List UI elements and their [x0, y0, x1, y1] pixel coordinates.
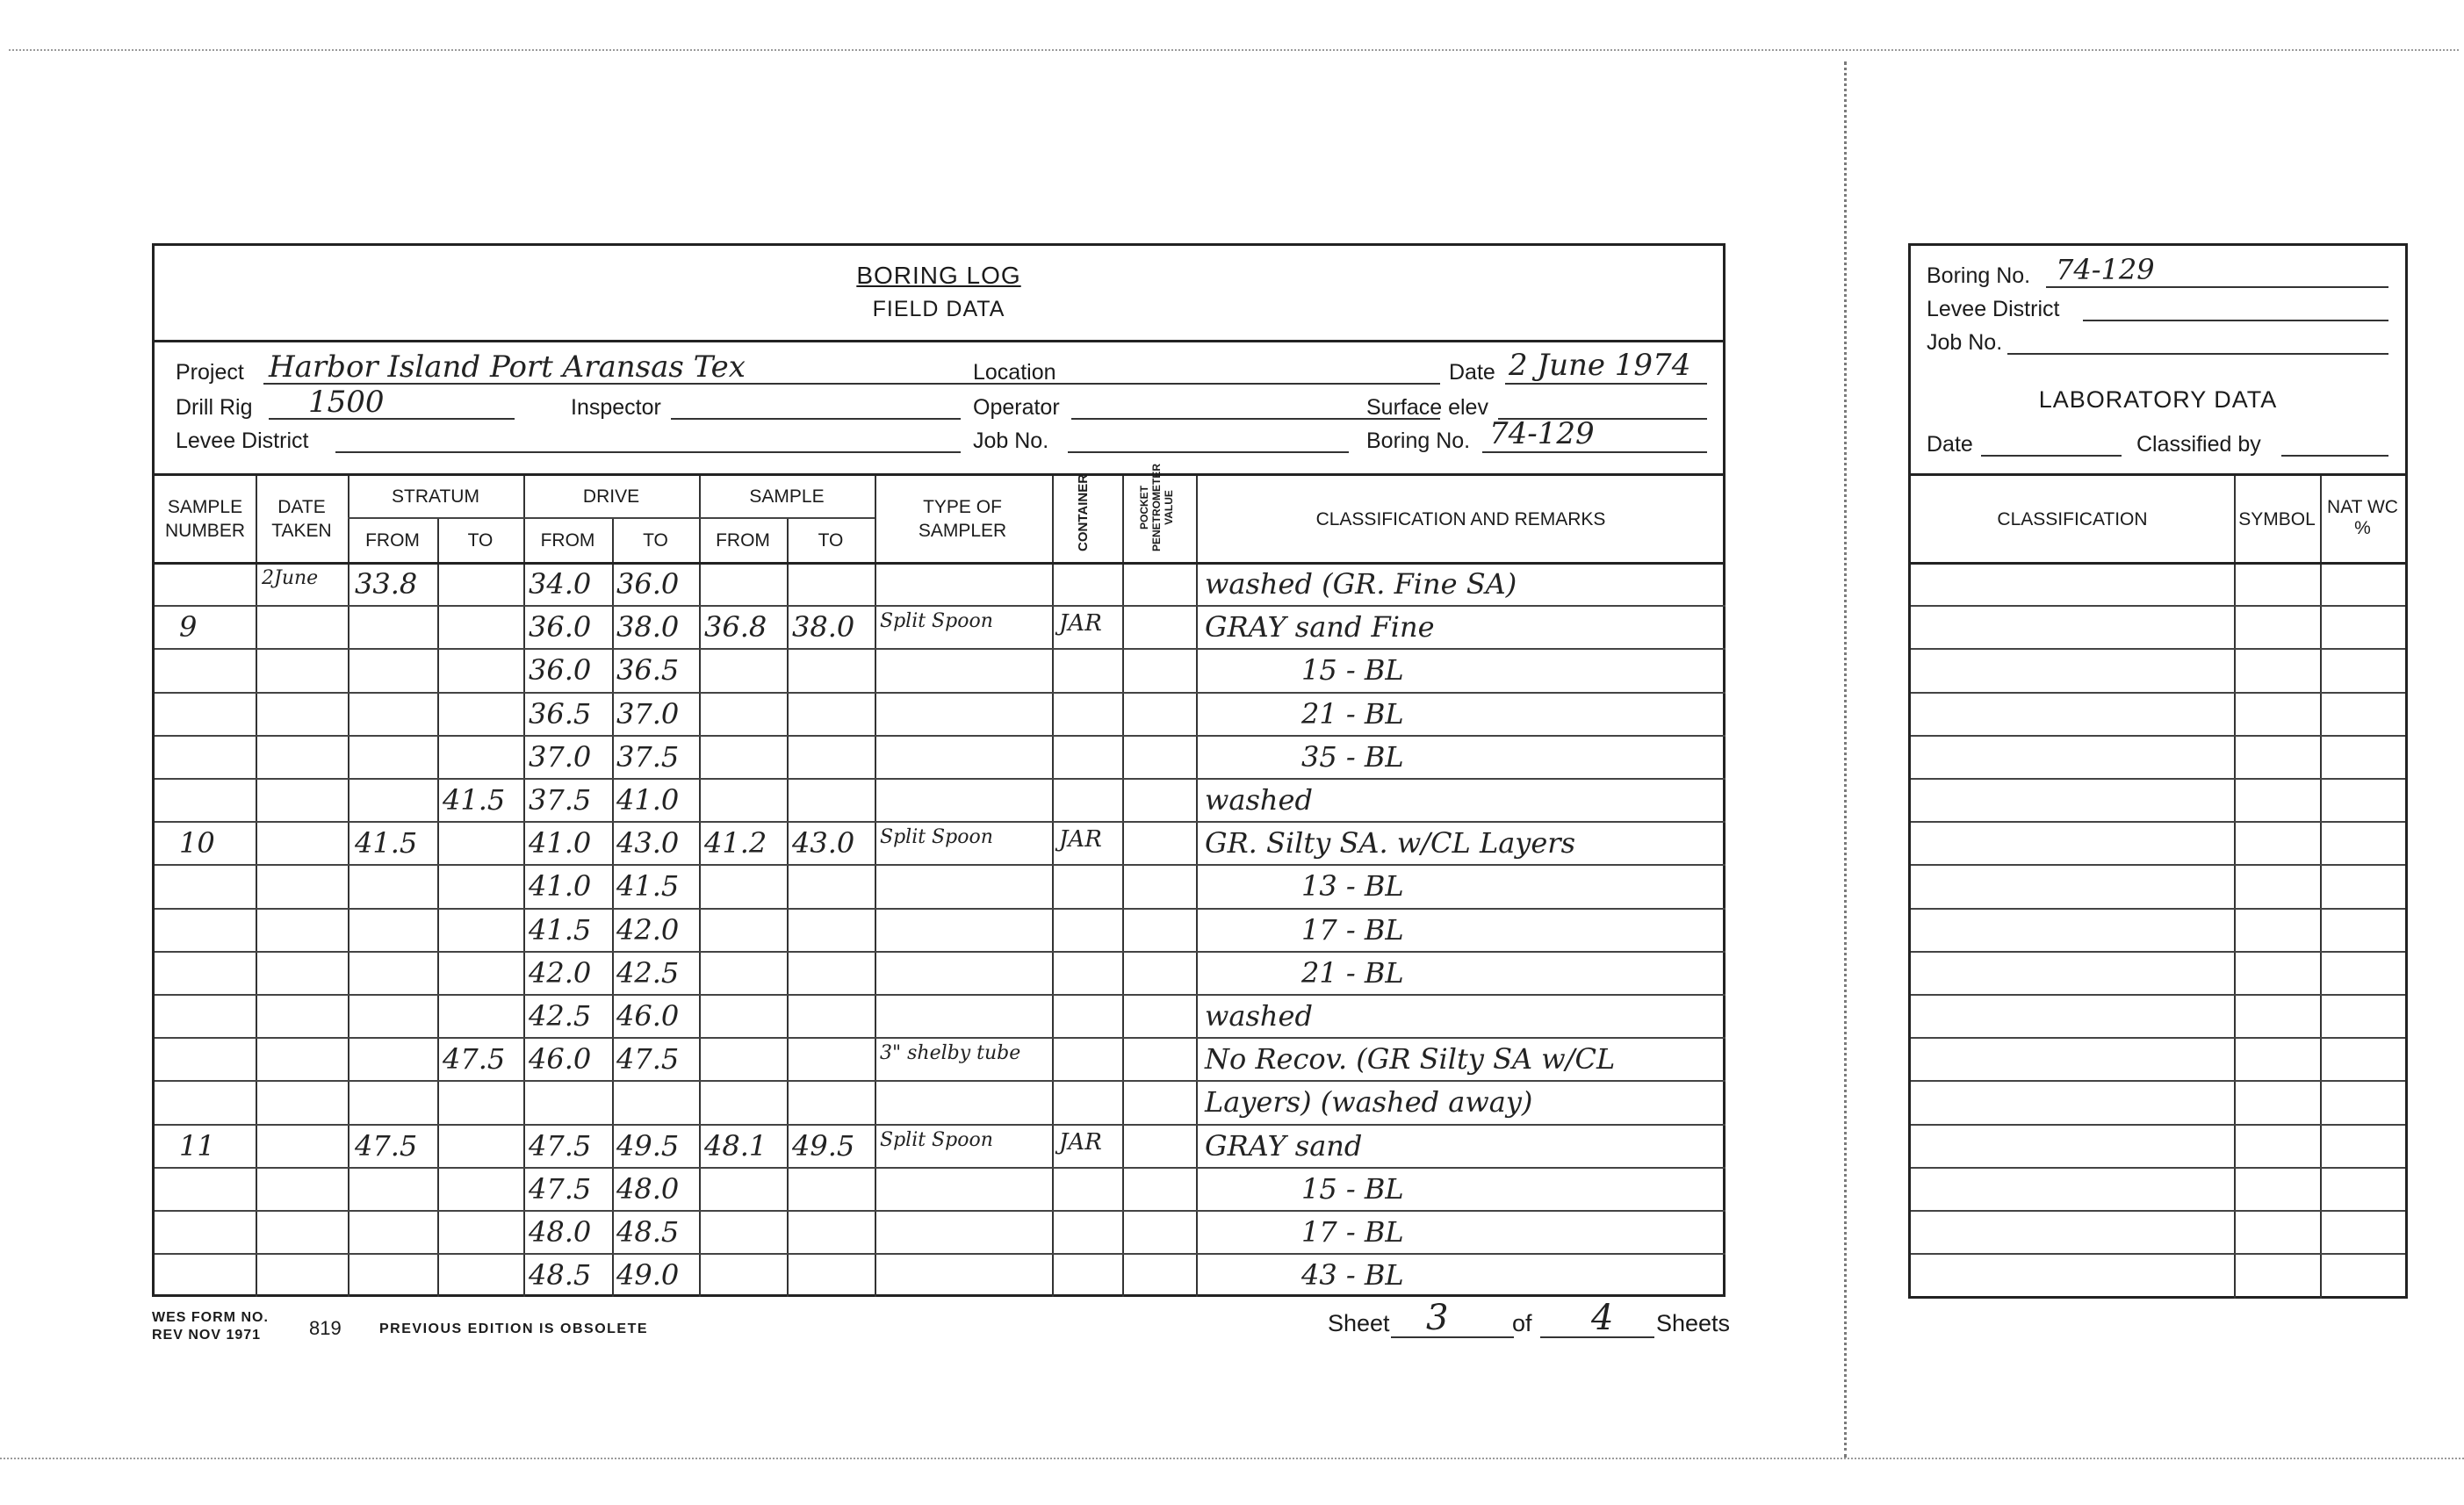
- perforation-line: [1844, 61, 1847, 1458]
- page-top-edge: [9, 49, 2459, 51]
- remarks-cell[interactable]: 17 - BL: [1301, 912, 1404, 947]
- sample-to-cell[interactable]: 49.5: [792, 1128, 855, 1163]
- col-divider: [523, 476, 525, 1297]
- header-stratum: STRATUM: [392, 486, 479, 507]
- sheet-line: [1391, 1336, 1514, 1338]
- lab-boring-no-label: Boring No.: [1927, 263, 2031, 288]
- row-rule: [155, 648, 1726, 650]
- col-divider: [256, 476, 257, 1297]
- lab-row-rule: [1911, 778, 2405, 780]
- lab-row-rule: [1911, 864, 2405, 866]
- lab-header-block: [1911, 246, 2405, 476]
- job-no-line: [1068, 451, 1349, 453]
- header-sample-to: TO: [818, 530, 844, 551]
- form-title: BORING LOG: [856, 262, 1021, 289]
- drive-to-cell[interactable]: 43.0: [616, 826, 680, 861]
- lab-table: [1911, 476, 2405, 1299]
- drive-from-cell[interactable]: 37.0: [529, 739, 592, 774]
- row-rule: [155, 1253, 1726, 1255]
- drive-from-cell[interactable]: 46.0: [529, 1042, 592, 1077]
- drive-from-cell[interactable]: 41.0: [529, 869, 592, 904]
- location-line: [1071, 383, 1440, 385]
- remarks-cell[interactable]: 13 - BL: [1301, 869, 1404, 904]
- sample-number-cell[interactable]: 9: [179, 610, 198, 644]
- stratum-from-cell[interactable]: 33.8: [355, 567, 418, 601]
- lab-row-rule: [1911, 1167, 2405, 1169]
- drive-from-cell[interactable]: 41.5: [529, 912, 592, 947]
- lab-row-rule: [1911, 1037, 2405, 1039]
- stratum-to-cell[interactable]: 47.5: [443, 1042, 506, 1077]
- lab-row-rule: [1911, 692, 2405, 694]
- header-date-taken: DATE TAKEN: [271, 497, 332, 541]
- lab-job-no-label: Job No.: [1927, 330, 2003, 355]
- project-value[interactable]: Harbor Island Port Aransas Tex: [269, 349, 746, 385]
- drive-from-cell[interactable]: 48.5: [529, 1258, 592, 1293]
- lab-row-rule: [1911, 605, 2405, 607]
- col-divider: [348, 476, 349, 1297]
- boring-log-table: [155, 464, 1723, 1297]
- container-cell[interactable]: JAR: [1059, 1128, 1102, 1156]
- lab-date-label: Date: [1927, 432, 1973, 457]
- remarks-cell[interactable]: washed: [1205, 999, 1313, 1033]
- drive-from-cell[interactable]: 42.0: [529, 955, 592, 990]
- lab-header-bottom-rule: [1911, 562, 2405, 565]
- date-label: Date: [1449, 360, 1495, 385]
- remarks-cell[interactable]: GRAY sand Fine: [1205, 610, 1435, 644]
- of-label: of: [1512, 1310, 1532, 1336]
- lab-header-nat-wc: [2320, 497, 2405, 539]
- header-container: CONTAINER: [1076, 473, 1091, 551]
- levee-district-label: Levee District: [176, 428, 309, 453]
- col-divider: [875, 476, 876, 1297]
- sample-to-cell[interactable]: 38.0: [792, 610, 855, 644]
- remarks-cell[interactable]: 15 - BL: [1301, 1171, 1404, 1206]
- lab-title: LABORATORY DATA: [2038, 386, 2278, 413]
- sampler-cell[interactable]: Split Spoon: [880, 610, 993, 633]
- header-type-of-sampler: TYPE OF SAMPLER: [918, 497, 1007, 541]
- drive-from-cell[interactable]: 41.0: [529, 826, 592, 861]
- group-subheader-rule: [348, 517, 875, 519]
- lab-boring-no-value[interactable]: 74-129: [2056, 253, 2155, 286]
- drive-to-cell[interactable]: 38.0: [616, 610, 680, 644]
- drive-to-cell[interactable]: 46.0: [616, 999, 680, 1033]
- lab-header-nat-wc-unit: %: [2354, 518, 2371, 538]
- operator-label: Operator: [973, 395, 1060, 420]
- drive-from-cell[interactable]: 47.5: [529, 1128, 592, 1163]
- lab-levee-district-label: Levee District: [1927, 297, 2060, 321]
- remarks-cell[interactable]: washed: [1205, 783, 1313, 817]
- drive-to-cell[interactable]: 41.0: [616, 783, 680, 817]
- lab-row-rule: [1911, 1080, 2405, 1082]
- drive-from-cell[interactable]: 36.0: [529, 610, 592, 644]
- levee-district-line: [335, 451, 961, 453]
- drive-to-cell[interactable]: 48.5: [616, 1215, 680, 1249]
- drill-rig-line: [269, 418, 515, 420]
- row-rule: [155, 1167, 1726, 1169]
- header-classification-remarks: CLASSIFICATION AND REMARKS: [1315, 509, 1606, 529]
- container-cell[interactable]: JAR: [1059, 826, 1102, 853]
- lab-col-divider: [2320, 476, 2322, 1299]
- lab-row-rule: [1911, 821, 2405, 823]
- row-rule: [155, 605, 1726, 607]
- lab-row-rule: [1911, 735, 2405, 737]
- row-rule: [155, 1037, 1726, 1039]
- header-drive-from: FROM: [540, 530, 595, 551]
- lab-header-classification: CLASSIFICATION: [1997, 509, 2148, 529]
- job-no-label: Job No.: [973, 428, 1049, 453]
- drill-rig-label: Drill Rig: [176, 395, 253, 420]
- lab-header-nat-wc-label: NAT WC: [2327, 497, 2398, 517]
- inspector-label: Inspector: [571, 395, 661, 420]
- boring-no-label: Boring No.: [1366, 428, 1471, 453]
- sample-from-cell[interactable]: 41.2: [704, 826, 767, 861]
- lab-header-symbol: SYMBOL: [2238, 509, 2316, 529]
- remarks-cell[interactable]: 21 - BL: [1301, 955, 1404, 990]
- lab-col-divider: [2234, 476, 2236, 1299]
- lab-date-line: [1981, 455, 2122, 457]
- header-drive-to: TO: [643, 530, 668, 551]
- drive-to-cell[interactable]: 49.5: [616, 1128, 680, 1163]
- lab-job-no-line: [2007, 353, 2388, 355]
- date-line: [1505, 383, 1707, 385]
- remarks-cell[interactable]: GR. Silty SA. w/CL Layers: [1205, 826, 1576, 861]
- header-bottom-rule: [155, 562, 1726, 565]
- col-divider: [1196, 476, 1198, 1297]
- remarks-cell[interactable]: 17 - BL: [1301, 1215, 1404, 1249]
- sampler-cell[interactable]: 3" shelby tube: [880, 1042, 1021, 1065]
- inspector-line: [671, 418, 961, 420]
- drive-from-cell[interactable]: 36.0: [529, 653, 592, 688]
- header-stratum-to: TO: [467, 530, 494, 551]
- boring-no-line: [1482, 451, 1707, 453]
- remarks-cell[interactable]: 21 - BL: [1301, 696, 1404, 731]
- location-label: Location: [973, 360, 1056, 385]
- drive-to-cell[interactable]: 37.5: [616, 739, 680, 774]
- stratum-from-cell[interactable]: 41.5: [355, 826, 418, 861]
- drill-rig-value[interactable]: 1500: [308, 385, 385, 420]
- lab-row-rule: [1911, 951, 2405, 953]
- form-subtitle: FIELD DATA: [872, 297, 1005, 321]
- date-value[interactable]: 2 June 1974: [1509, 348, 1691, 383]
- drive-to-cell[interactable]: 47.5: [616, 1042, 680, 1077]
- date-taken-cell[interactable]: 2June: [262, 567, 319, 589]
- lab-row-rule: [1911, 1124, 2405, 1126]
- col-divider: [1052, 476, 1054, 1297]
- row-rule: [155, 908, 1726, 910]
- sample-number-cell[interactable]: 11: [179, 1128, 215, 1163]
- sample-from-cell[interactable]: 36.8: [704, 610, 767, 644]
- form-number-line1: WES FORM NO.: [152, 1310, 269, 1325]
- lab-boring-no-line: [2046, 286, 2388, 288]
- header-sample: SAMPLE: [749, 486, 825, 507]
- row-rule: [155, 1124, 1726, 1126]
- row-rule: [155, 994, 1726, 996]
- form-header: [155, 246, 1723, 342]
- lab-row-rule: [1911, 1210, 2405, 1212]
- drive-from-cell[interactable]: 36.5: [529, 696, 592, 731]
- header-sample-from: FROM: [716, 530, 770, 551]
- remarks-cell[interactable]: No Recov. (GR Silty SA w/CL: [1205, 1042, 1616, 1077]
- remarks-cell[interactable]: 43 - BL: [1301, 1258, 1404, 1293]
- form-number-line2: REV NOV 1971: [152, 1328, 262, 1343]
- col-divider: [699, 476, 701, 1297]
- stratum-from-cell[interactable]: 47.5: [355, 1128, 418, 1163]
- header-drive: DRIVE: [582, 486, 640, 507]
- sampler-cell[interactable]: Split Spoon: [880, 1128, 993, 1151]
- lab-row-rule: [1911, 648, 2405, 650]
- sheet-label: Sheet: [1328, 1310, 1390, 1336]
- header-sample-number: SAMPLE NUMBER: [164, 497, 245, 541]
- drive-to-cell[interactable]: 49.0: [616, 1258, 680, 1293]
- stratum-to-cell[interactable]: 41.5: [443, 783, 506, 817]
- sample-to-cell[interactable]: 43.0: [792, 826, 855, 861]
- remarks-cell[interactable]: 35 - BL: [1301, 739, 1404, 774]
- remarks-cell[interactable]: 15 - BL: [1301, 653, 1404, 688]
- drive-from-cell[interactable]: 34.0: [529, 567, 592, 601]
- drive-from-cell[interactable]: 42.5: [529, 999, 592, 1033]
- lab-classified-by-line: [2281, 455, 2388, 457]
- sampler-cell[interactable]: Split Spoon: [880, 826, 993, 849]
- row-rule: [155, 778, 1726, 780]
- row-rule: [155, 821, 1726, 823]
- header-stratum-from: FROM: [365, 530, 420, 551]
- lab-row-rule: [1911, 994, 2405, 996]
- drive-from-cell[interactable]: 47.5: [529, 1171, 592, 1206]
- page-bottom-edge: [0, 1458, 2464, 1459]
- sheets-label: Sheets: [1656, 1310, 1731, 1336]
- project-label: Project: [176, 360, 244, 385]
- container-cell[interactable]: JAR: [1059, 610, 1102, 637]
- row-rule: [155, 1210, 1726, 1212]
- project-info-block: [155, 342, 1723, 476]
- remarks-cell[interactable]: washed (GR. Fine SA): [1205, 567, 1517, 601]
- row-rule: [155, 951, 1726, 953]
- surface-elev-label: Surface elev: [1366, 395, 1488, 420]
- row-rule: [155, 1080, 1726, 1082]
- form-number: 819: [309, 1317, 342, 1339]
- drive-from-cell[interactable]: 37.5: [529, 783, 592, 817]
- header-pocket-penetrometer: POCKET PENETROMETER VALUE: [1138, 464, 1175, 552]
- remarks-cell[interactable]: Layers) (washed away): [1205, 1085, 1533, 1120]
- of-value[interactable]: 4: [1591, 1298, 1614, 1338]
- sample-from-cell[interactable]: 48.1: [704, 1128, 767, 1163]
- drive-to-cell[interactable]: 42.5: [616, 955, 680, 990]
- lab-classified-by-label: Classified by: [2136, 432, 2261, 457]
- col-divider: [1122, 476, 1124, 1297]
- row-rule: [155, 735, 1726, 737]
- row-rule: [155, 692, 1726, 694]
- drive-to-cell[interactable]: 42.0: [616, 912, 680, 947]
- drive-from-cell[interactable]: 48.0: [529, 1215, 592, 1249]
- drive-to-cell[interactable]: 41.5: [616, 869, 680, 904]
- drive-to-cell[interactable]: 37.0: [616, 696, 680, 731]
- drive-to-cell[interactable]: 36.0: [616, 567, 680, 601]
- sheet-value[interactable]: 3: [1426, 1298, 1449, 1338]
- drive-to-cell[interactable]: 36.5: [616, 653, 680, 688]
- lab-levee-district-line: [2083, 320, 2388, 321]
- form-number-block: [152, 1309, 269, 1344]
- lab-row-rule: [1911, 908, 2405, 910]
- previous-edition-note: PREVIOUS EDITION IS OBSOLETE: [379, 1321, 649, 1336]
- boring-log-form: [152, 243, 1726, 1297]
- row-rule: [155, 864, 1726, 866]
- laboratory-data-form: [1908, 243, 2408, 1299]
- sample-number-cell[interactable]: 10: [179, 826, 215, 861]
- boring-no-value[interactable]: 74-129: [1489, 416, 1595, 451]
- lab-row-rule: [1911, 1253, 2405, 1255]
- remarks-cell[interactable]: GRAY sand: [1205, 1128, 1363, 1163]
- drive-to-cell[interactable]: 48.0: [616, 1171, 680, 1206]
